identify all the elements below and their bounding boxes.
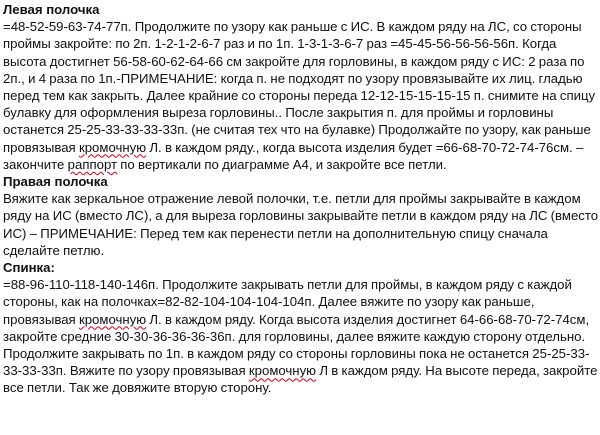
text-run: Вяжите как зеркальное отражение левой полочки, т.е. петли для проймы закрывайте в каждом ряду на ИС (вместо ЛС), а для выреза горловины закрывайте петли в каждом ряду на ЛС (вместо ИС) – ПРИМЕЧАНИЕ: Перед тем как перенести петли на дополнительную спицу сначала сделайте петлю.: [3, 191, 599, 258]
knitting-instructions: [3, 1, 599, 397]
spellcheck-flagged-word: раппорт: [67, 156, 118, 172]
text-run: =48-52-59-63-74-77п. Продолжите по узору как раньше с ИС. В каждом ряду на ЛС, со стороны проймы закройте: по 2п. 1-2-1-2-6-7 раз и по 1п. 1-3-1-3-6-7 раз =45-45-56-56-56-56п. Когда высота достигнет 56-58-60-62-64-66 см закройте для горловины, в каждом ряду с ИС: 2 раза по 2п., и 4 раза по 1п.-ПРИМЕЧАНИЕ: когда п. не подходят по узору провязывайте их лиц. гладью перед тем как закрыть. Далее крайние со стороны переда 12-12-15-15-15-15 п. снимите на спицу булавку для оформления выреза горловины.. После закрытия п. для проймы и горловины останется 25-25-33-33-33-33п. (не считая тех что на булавке) Продолжайте по узору, как раньше провязывая: [3, 19, 596, 155]
text-run: Л в каждом ряду. На высоте переда, закройте все петли. Так же довяжите вторую сторону.: [3, 363, 598, 396]
text-run: Л. в каждом ряду., когда высота изделия будет =66-68-70-72-74-76см. – закончите: [3, 139, 584, 172]
spellcheck-flagged-word: кромочную: [78, 139, 147, 155]
spellcheck-flagged-word: кромочную: [78, 311, 147, 327]
spellcheck-flagged-word: кромочную: [248, 363, 317, 379]
section-heading-left-front: Левая полочка: [3, 2, 100, 17]
text-run: Л. в каждом ряду. Когда высота изделия достигнет 64-66-68-70-72-74см, закройте средние 30-30-36-36-36-36п. для горловины, далее вяжите каждую сторону отдельно. Продолжите закрывать по 1п. в каждом ряду со стороны горловины пока не останется 25-25-33-33-33-33п. Вяжите по узору провязывая: [3, 311, 590, 379]
section-text-back: [3, 276, 599, 396]
section-heading-right-front: Правая полочка: [3, 174, 108, 190]
section-text-left-front: [3, 18, 599, 173]
text-run: по вертикали по диаграмме А4, и закройте все петли.: [117, 156, 447, 172]
text-run: =88-96-110-118-140-146п. Продолжите закрывать петли для проймы, в каждом ряду с каждой стороны, как на полочках=82-82-104-104-104-104п. Далее вяжите по узору как раньше, провязывая: [3, 277, 572, 327]
section-heading-back: Спинка:: [3, 260, 55, 276]
section-text-right-front: [3, 190, 599, 259]
